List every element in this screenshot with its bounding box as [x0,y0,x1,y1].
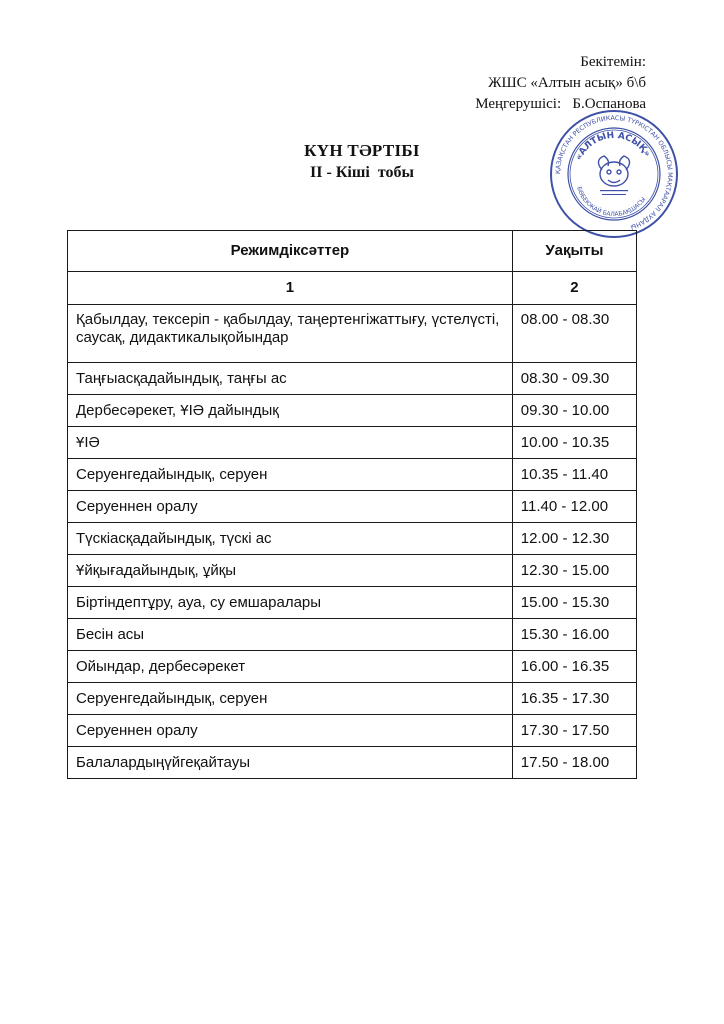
time-cell: 17.30 - 17.50 [512,715,636,747]
page-subtitle: II - Кіші тобы [310,164,414,181]
approval-block [475,52,646,115]
table-row [68,587,637,619]
activity-cell: Серуенгедайындық, серуен [68,459,513,491]
time-cell: 08.00 - 08.30 [512,305,636,363]
table-row [68,363,637,395]
column-number-row [68,272,637,305]
column-number-2: 2 [512,272,636,305]
activity-cell: Серуенгедайындық, серуен [68,683,513,715]
time-cell: 12.00 - 12.30 [512,523,636,555]
activity-cell: Серуеннен оралу [68,491,513,523]
header-activity: Режимдіксәттер [68,231,513,272]
activity-cell: Балалардыңүйгеқайтауы [68,747,513,779]
approval-line-approved: Бекітемін: [580,54,646,70]
activity-cell: Серуеннен оралу [68,715,513,747]
time-cell: 10.35 - 11.40 [512,459,636,491]
schedule-table [67,230,637,779]
time-cell: 11.40 - 12.00 [512,491,636,523]
time-cell: 09.30 - 10.00 [512,395,636,427]
stamp-outer-text: ҚАЗАҚСТАН РЕСПУБЛИКАСЫ ТҮРКІСТАН ОБЛЫСЫ МАҚТААРАЛ АУДАНЫ [553,113,675,232]
activity-cell: Бесін асы [68,619,513,651]
table-row [68,427,637,459]
table-header-row [68,231,637,272]
table-row [68,491,637,523]
table-row [68,619,637,651]
table-row [68,459,637,491]
time-cell: 10.00 - 10.35 [512,427,636,459]
approval-line-director: Меңгерушісі: Б.Оспанова [475,96,646,112]
column-number-1: 1 [68,272,513,305]
time-cell: 12.30 - 15.00 [512,555,636,587]
table-row [68,555,637,587]
time-cell: 16.00 - 16.35 [512,651,636,683]
table-row [68,395,637,427]
page-title: КҮН ТӘРТІБІ [304,141,420,160]
time-cell: 08.30 - 09.30 [512,363,636,395]
activity-cell: Қабылдау, тексеріп - қабылдау, таңертенгіжаттығу, үстелүсті, саусақ, дидактикалықойындар [68,305,513,363]
approval-line-organization: ЖШС «Алтын асық» б\б [488,75,646,91]
table-row [68,651,637,683]
time-cell: 15.00 - 15.30 [512,587,636,619]
activity-cell: Біртіндептұру, ауа, су емшаралары [68,587,513,619]
activity-cell: Ұйқығадайындық, ұйқы [68,555,513,587]
stamp-bottom-text: БӨБЕКЖАЙ БАЛАБАҚШАСЫ [575,185,648,219]
activity-cell: Түскіасқадайындық, түскі ас [68,523,513,555]
table-row [68,683,637,715]
title-block [0,140,724,184]
time-cell: 17.50 - 18.00 [512,747,636,779]
time-cell: 16.35 - 17.30 [512,683,636,715]
activity-cell: Ойындар, дербесәрекет [68,651,513,683]
table-row [68,747,637,779]
stamp-center-text: «АЛТЫН АСЫҚ» [574,130,652,163]
header-time: Уақыты [512,231,636,272]
table-row [68,523,637,555]
table-row [68,715,637,747]
activity-cell: Таңғыасқадайындық, таңғы ас [68,363,513,395]
activity-cell: ҰІӘ [68,427,513,459]
time-cell: 15.30 - 16.00 [512,619,636,651]
table-row [68,305,637,363]
activity-cell: Дербесәрекет, ҰІӘ дайындық [68,395,513,427]
